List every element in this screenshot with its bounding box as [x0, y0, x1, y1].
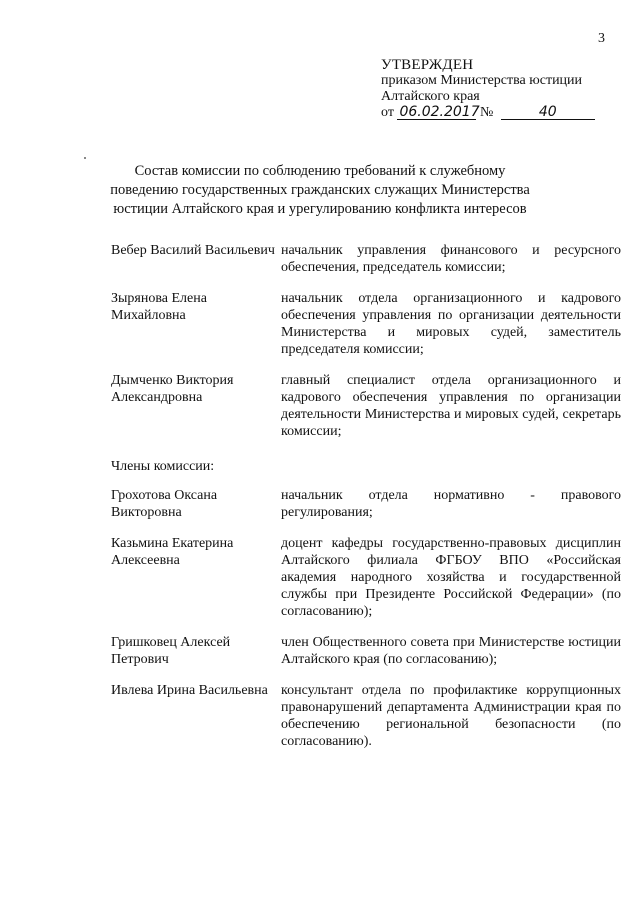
members-label: Члены комиссии:	[111, 459, 215, 474]
member-row	[111, 290, 621, 358]
member-name: Грохотова Оксана Викторовна	[111, 488, 218, 520]
document-title: Состав комиссии по соблюдению требований к служебному поведению государственных гражданских служащих Министерства юстиции Алтайского края и урегулированию конфликта интересов	[110, 163, 530, 217]
member-role: начальник управления финансового и ресурсного обеспечения, председатель комиссии;	[281, 243, 621, 275]
member-name: Вебер Василий Васильевич	[111, 243, 275, 258]
approval-number: 40	[501, 105, 595, 120]
page-number: 3	[598, 31, 605, 46]
member-role: доцент кафедры государственно-правовых дисциплин Алтайского филиала ФГБОУ ВПО «Российская академия народного хозяйства и государственной службы при Президенте Российской Федерации» (по согласованию);	[281, 536, 621, 619]
members-label-row	[111, 458, 621, 475]
member-row	[111, 487, 621, 521]
member-name: Казьмина Екатерина Алексеевна	[111, 536, 234, 568]
member-name: Ивлева Ирина Васильевна	[111, 683, 268, 698]
number-prefix: №	[479, 105, 494, 120]
member-name: Зырянова Елена Михайловна	[111, 291, 207, 323]
member-role: консультант отдела по профилактике коррупционных правонарушений департамента Администрации края по обеспечению региональной безопасности (по согласованию).	[281, 683, 621, 749]
member-role: начальник отдела нормативно - правового регулирования;	[281, 488, 621, 520]
scan-mark	[84, 157, 86, 159]
member-name: Гришковец Алексей Петрович	[111, 635, 231, 667]
member-row	[111, 634, 621, 668]
member-role: главный специалист отдела организационного и кадрового обеспечения управления по организации деятельности Министерства и мировых судей, секретарь комиссии;	[281, 373, 621, 439]
approval-title: УТВЕРЖДЕН	[381, 57, 474, 73]
member-row	[111, 242, 621, 276]
approval-region-line: Алтайского края	[381, 89, 480, 104]
approval-date: 06.02.2017	[399, 104, 480, 120]
member-row	[111, 682, 621, 750]
approval-date-number-line	[381, 105, 611, 121]
member-role: член Общественного совета при Министерстве юстиции Алтайского края (по согласованию);	[281, 635, 621, 667]
commission-list	[111, 242, 621, 750]
approval-block	[381, 57, 611, 121]
member-name: Дымченко Виктория Александровна	[111, 373, 234, 405]
member-row	[111, 372, 621, 440]
member-role: начальник отдела организационного и кадрового обеспечения управления по организации деятельности Министерства и мировых судей, заместитель председателя комиссии;	[281, 291, 621, 357]
date-prefix: от	[381, 105, 394, 120]
member-row	[111, 535, 621, 620]
approval-order-line: приказом Министерства юстиции	[381, 73, 583, 88]
